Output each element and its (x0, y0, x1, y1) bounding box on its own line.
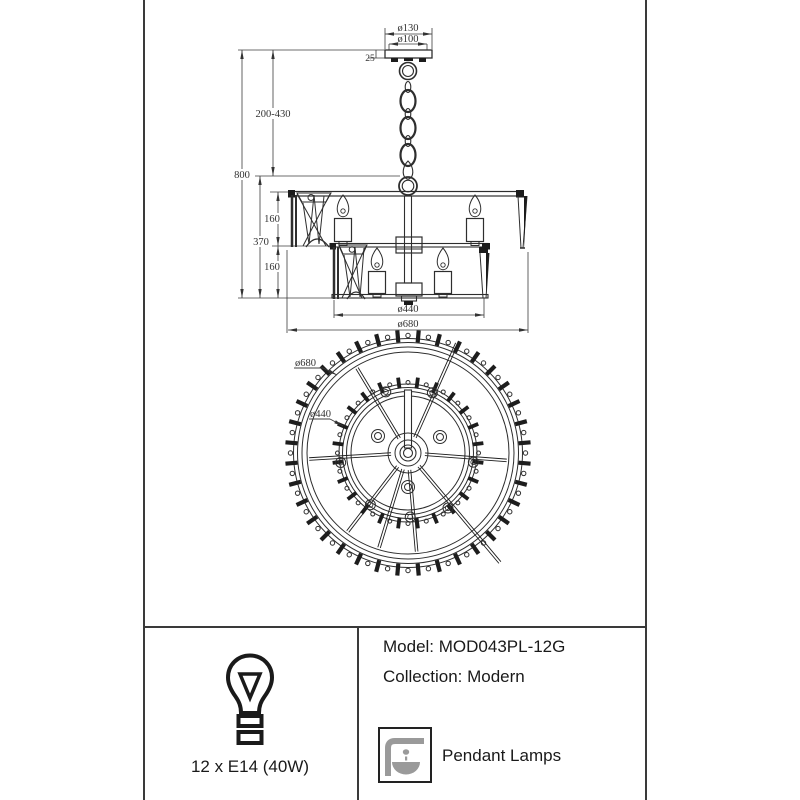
category-label: Pendant Lamps (442, 746, 562, 765)
dim-lower-tier-height: 160 (264, 262, 280, 273)
collection-label: Collection: Modern (383, 667, 525, 686)
topview-inner-diameter: ø440 (310, 409, 331, 420)
model-label: Model: MOD043PL-12G (383, 637, 566, 656)
panel-divider (357, 626, 359, 800)
dim-overall-height: 800 (234, 170, 250, 181)
dim-body-height: 370 (253, 237, 269, 248)
bulb-spec-label: 12 x E14 (40W) (190, 757, 310, 776)
side-view-dimensions (231, 23, 419, 330)
dim-canopy-outer: ø130 (397, 23, 419, 34)
light-bulb-icon (224, 653, 276, 750)
top-view (285, 330, 530, 575)
panel-top-border (143, 626, 646, 628)
dim-chain-range: 200-430 (255, 109, 291, 120)
dim-upper-diameter: ø680 (397, 319, 419, 330)
pendant-lamp-icon (378, 727, 432, 783)
topview-outer-diameter: ø680 (295, 358, 316, 369)
dim-canopy-height: 25 (365, 54, 375, 64)
dim-upper-tier-height: 160 (264, 214, 280, 225)
dim-canopy-inner: ø100 (397, 34, 419, 45)
dim-lower-diameter: ø440 (397, 304, 419, 315)
side-view (238, 28, 528, 333)
